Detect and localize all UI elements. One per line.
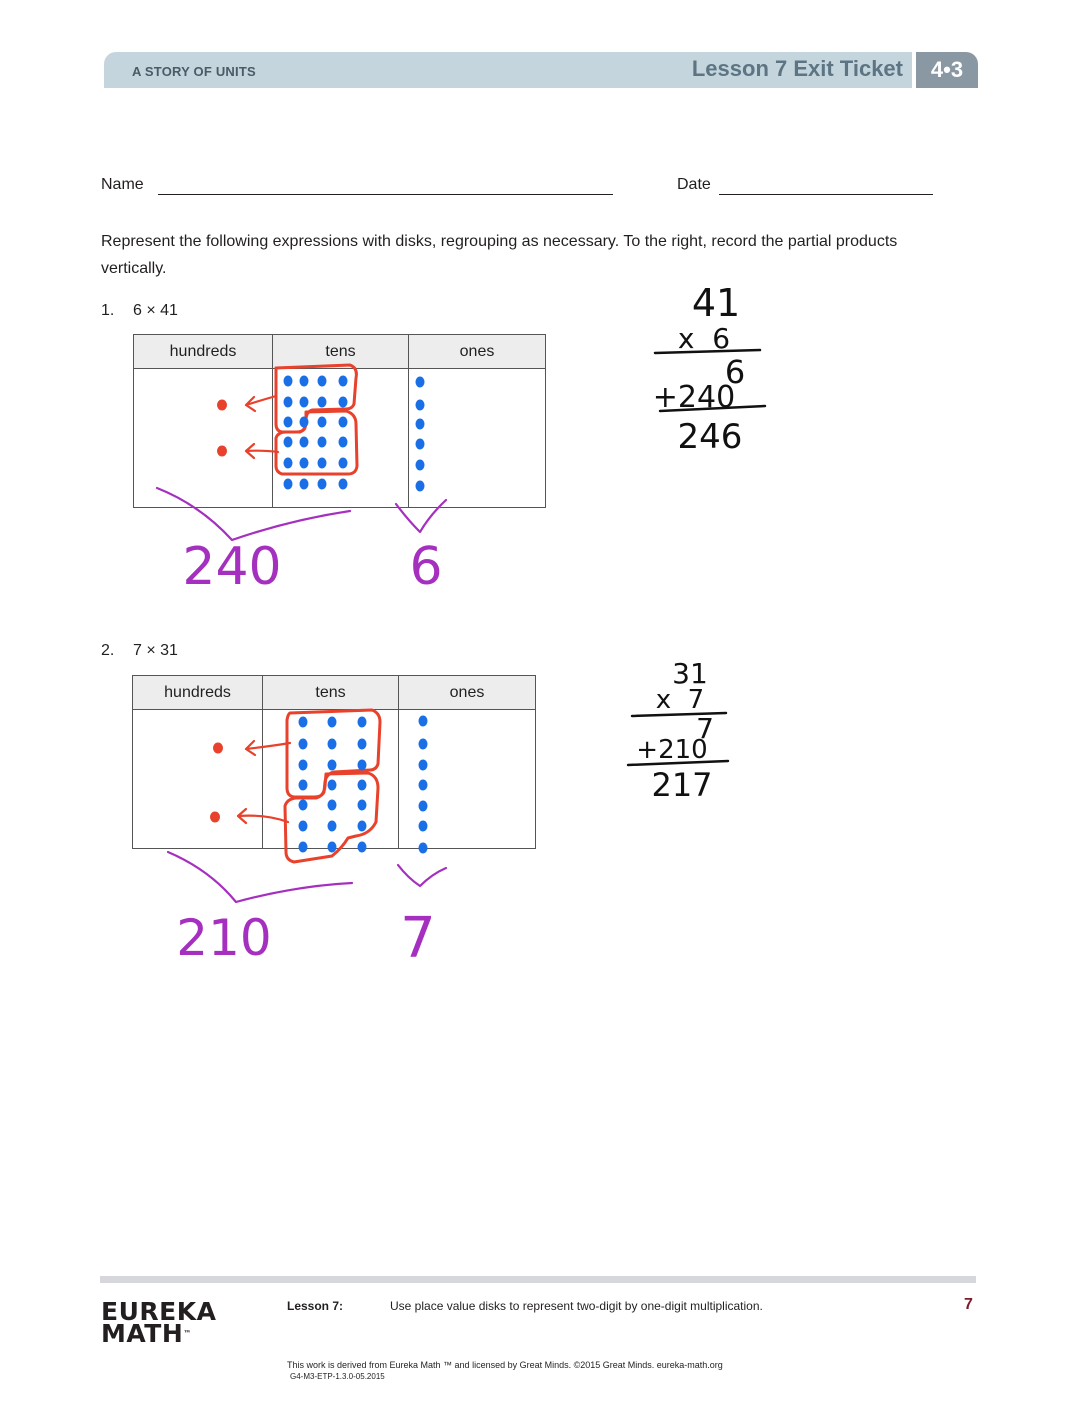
- hundred-disk: [217, 400, 227, 411]
- ten-disk: [339, 376, 348, 387]
- ten-disk: [284, 397, 293, 408]
- one-disk: [419, 716, 428, 727]
- one-disk: [419, 821, 428, 832]
- ten-disk: [318, 479, 327, 490]
- ten-disk: [358, 717, 367, 728]
- problem-2-number: 2.: [101, 642, 115, 659]
- one-disk: [416, 439, 425, 450]
- logo-line-2: [101, 1319, 216, 1348]
- ten-disk: [328, 821, 337, 832]
- document-code: G4-M3-ETP-1.3.0-05.2015: [290, 1372, 385, 1381]
- logo-trademark: ™: [183, 1329, 192, 1338]
- ten-disk: [318, 437, 327, 448]
- ten-disk: [299, 780, 308, 791]
- regroup-arrow-2a: [246, 741, 290, 755]
- logo-line-2-text: MATH: [101, 1319, 184, 1348]
- ten-disk: [300, 417, 309, 428]
- instructions: Represent the following expressions with disks, regrouping as necessary. To the right, record the partial products vertically.: [101, 233, 898, 277]
- column-tens: tens: [273, 335, 409, 369]
- ten-disk: [299, 760, 308, 771]
- ten-disk: [328, 717, 337, 728]
- one-disk: [419, 801, 428, 812]
- ten-disk: [339, 479, 348, 490]
- ten-disk: [328, 842, 337, 853]
- one-disk: [419, 760, 428, 771]
- logo-line-1: EUREKA: [101, 1297, 217, 1326]
- module-badge: 4•3: [916, 52, 978, 88]
- one-disk: [416, 481, 425, 492]
- ten-disk: [318, 376, 327, 387]
- column-hundreds: hundreds: [134, 335, 273, 369]
- ten-disk: [299, 821, 308, 832]
- work-1-multiplier: x 6: [677, 322, 731, 355]
- ten-disk: [284, 376, 293, 387]
- ten-disk: [358, 800, 367, 811]
- one-disk: [416, 419, 425, 430]
- ten-disk: [328, 780, 337, 791]
- column-ones: ones: [399, 676, 536, 710]
- ten-disk: [328, 760, 337, 771]
- ten-disk: [339, 397, 348, 408]
- work-1-partial-ones: 6: [724, 353, 746, 391]
- ten-disk: [299, 717, 308, 728]
- handwritten-partial-ones-1: 6: [409, 537, 443, 597]
- ten-disk: [284, 417, 293, 428]
- handwritten-partial-ones-2: 7: [400, 906, 436, 971]
- work-2-product: 217: [651, 766, 713, 804]
- ten-disk: [318, 417, 327, 428]
- column-tens: tens: [263, 676, 399, 710]
- lesson-title: Lesson 7 Exit Ticket: [691, 56, 903, 81]
- one-disk: [416, 400, 425, 411]
- ten-disk: [358, 842, 367, 853]
- ten-disk: [300, 458, 309, 469]
- ten-disk: [358, 780, 367, 791]
- bracket-1-left: [157, 488, 350, 540]
- one-disk: [419, 739, 428, 750]
- regroup-arrow-1a: [246, 396, 276, 411]
- date-label: Date: [677, 176, 711, 193]
- one-disk: [416, 460, 425, 471]
- hundred-disk: [213, 743, 223, 754]
- ten-disk: [300, 479, 309, 490]
- ten-disk: [299, 739, 308, 750]
- ten-disk: [328, 739, 337, 750]
- work-1-partial-tens: +240: [652, 380, 736, 415]
- work-1-product: 246: [677, 417, 743, 457]
- name-label: Name: [101, 176, 144, 193]
- footer-lesson-label: Lesson 7:: [287, 1299, 344, 1313]
- ten-disk: [318, 458, 327, 469]
- footer-lesson-description: Use place value disks to represent two-digit by one-digit multiplication.: [390, 1299, 763, 1313]
- ten-disk: [358, 821, 367, 832]
- ten-disk: [300, 376, 309, 387]
- ten-disk: [300, 437, 309, 448]
- problem-2-expression: 7 × 31: [133, 642, 178, 659]
- work-2-multiplier: x 7: [655, 685, 705, 715]
- work-2-partial-tens: +210: [636, 735, 708, 765]
- page-number: 7: [964, 1296, 973, 1313]
- bracket-1-right: [396, 500, 446, 532]
- handwritten-partial-tens-1: 240: [182, 537, 282, 597]
- one-disk: [419, 843, 428, 854]
- one-disk: [416, 377, 425, 388]
- ten-disk: [284, 437, 293, 448]
- column-ones: ones: [409, 335, 546, 369]
- ten-disk: [339, 437, 348, 448]
- problem-1-expression: 6 × 41: [133, 302, 178, 319]
- bracket-2-right: [398, 865, 446, 886]
- series-title: A STORY OF UNITS: [132, 64, 256, 79]
- hundred-disk: [210, 812, 220, 823]
- ten-disk: [299, 800, 308, 811]
- ten-disk: [284, 479, 293, 490]
- ten-disk: [300, 397, 309, 408]
- work-1-factor: 41: [691, 281, 741, 325]
- hundred-disk: [217, 446, 227, 457]
- bracket-2-left: [168, 852, 352, 902]
- work-2-factor: 31: [672, 657, 708, 690]
- footer-rule: [100, 1276, 976, 1283]
- ten-disk: [318, 397, 327, 408]
- regroup-arrow-1b: [246, 444, 278, 458]
- column-hundreds: hundreds: [133, 676, 263, 710]
- one-disk: [419, 780, 428, 791]
- ten-disk: [358, 739, 367, 750]
- handwritten-partial-tens-2: 210: [176, 909, 272, 967]
- ten-disk: [284, 458, 293, 469]
- problem-1-number: 1.: [101, 302, 115, 319]
- hundreds-disks: [210, 400, 227, 823]
- work-2-partial-ones: 7: [696, 712, 714, 745]
- ten-disk: [299, 842, 308, 853]
- eureka-math-logo: [101, 1297, 217, 1348]
- ten-disk: [339, 458, 348, 469]
- ten-disk: [328, 800, 337, 811]
- license-credit: This work is derived from Eureka Math ™ and licensed by Great Minds. ©2015 Great Minds. eureka-math.org: [287, 1360, 723, 1370]
- regroup-arrow-2b: [238, 809, 288, 823]
- ten-disk: [358, 760, 367, 771]
- ten-disk: [339, 417, 348, 428]
